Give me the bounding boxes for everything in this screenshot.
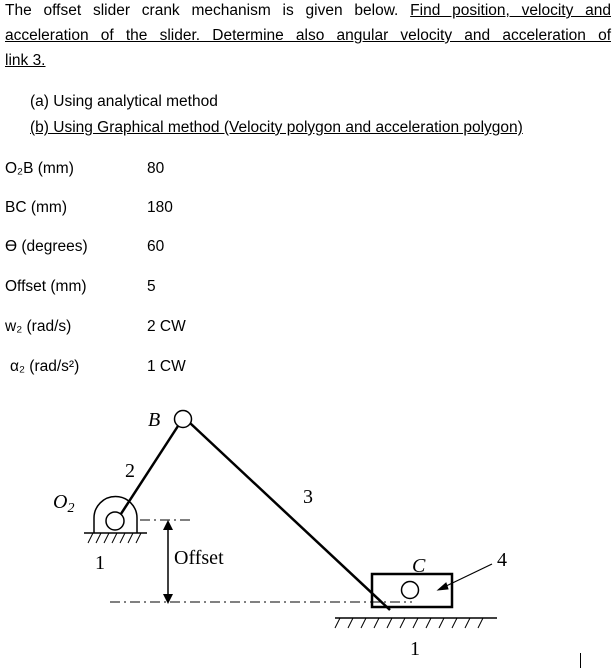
param-label-theta: ϴ (degrees) [5,238,88,255]
param-value-alpha2: 1 CW [147,358,186,375]
param-value-theta: 60 [147,238,165,255]
label-link-2: 2 [125,460,135,482]
param-value-o2b: 80 [147,160,165,177]
problem-line-3: link 3. [5,52,46,69]
param-label-w2: w₂ (rad/s) [5,318,72,335]
label-b: B [148,409,161,431]
label-c: C [412,555,426,577]
joint-c [402,582,419,599]
param-label-alpha2: α₂ (rad/s²) [10,358,80,375]
label-offset: Offset [174,547,224,569]
param-value-offset: 5 [147,278,156,295]
label-slider-4: 4 [497,549,507,571]
param-label-bc: BC (mm) [5,199,67,216]
task-text: Find position, velocity and [410,2,611,19]
part-b: (b) Using Graphical method (Velocity polygon and acceleration polygon) [30,119,523,136]
param-value-bc: 180 [147,199,173,216]
label-ground-left: 1 [95,552,105,574]
link-3 [190,423,390,610]
part-a: (a) Using analytical method [30,93,218,110]
label-o2: $O_2$ [53,491,75,516]
label-link-3: 3 [303,486,313,508]
param-label-offset: Offset (mm) [5,278,87,295]
text-cursor [580,653,581,668]
joint-b [175,411,192,428]
joint-o2 [106,512,124,530]
param-label-o2b: O₂B (mm) [5,160,74,177]
label-ground-right: 1 [410,638,420,660]
statement-text: The offset slider crank mechanism is given below. [5,2,411,19]
problem-line-2: acceleration of the slider. Determine also angular velocity and acceleration of [5,27,611,44]
param-value-w2: 2 CW [147,318,186,335]
